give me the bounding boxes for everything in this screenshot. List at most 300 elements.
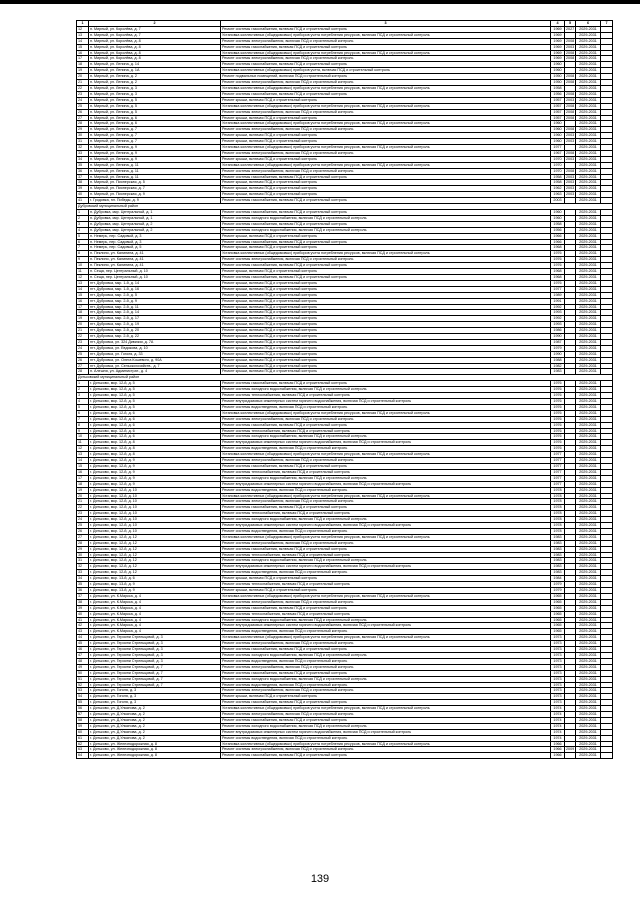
year-built-cell: 1960 — [551, 68, 565, 74]
repair-period-cell: 2029-2031 — [576, 150, 601, 156]
work-type-cell: Ремонт системы газоснабжения, включая ПСД и строительный контроль — [221, 239, 551, 245]
address-cell: п. Мирный, ул. Ленина, д. 2 — [89, 74, 221, 80]
year-built-cell: 1992 — [551, 304, 565, 310]
work-type-cell: Ремонт крыши, включая ПСД и строительный контроль — [221, 322, 551, 328]
row-number-cell: 62 — [77, 741, 89, 747]
address-cell: п. Мирный, ул. Ленина, д. 3 — [89, 91, 221, 97]
year-last-repair-cell: 2008 — [566, 56, 575, 61]
work-type-cell: Ремонт системы газоснабжения, включая ПСД и строительный контроль — [221, 422, 551, 428]
address-cell: пгт. Дубровка, ул. Евдокова, д. 10 — [89, 345, 221, 351]
repair-period-cell: 2029-2031 — [576, 676, 601, 682]
work-type-cell: Ремонт крыши, включая ПСД и строительный контроль — [221, 233, 551, 239]
repair-period-cell: 2029-2031 — [576, 523, 601, 529]
row-number-cell: 19 — [77, 68, 89, 74]
top-black-bar — [0, 0, 640, 4]
year-built-cell: 1965 — [551, 623, 565, 629]
repair-period-cell: 2029-2031 — [576, 588, 601, 594]
work-type-cell: Ремонт крыши, включая ПСД и строительный контроль — [221, 139, 551, 145]
work-type-cell: Ремонт крыши, включая ПСД и строительный контроль — [221, 694, 551, 700]
repair-period-cell: 2029-2031 — [576, 416, 601, 422]
year-built-cell: 1976 — [551, 280, 565, 286]
address-cell: пгт. Дубровка, мкр. 2-й, д. 14 — [89, 310, 221, 316]
repair-period-cell: 2029-2031 — [576, 558, 601, 564]
row-number-cell: 12 — [77, 446, 89, 452]
address-cell: п. Мирный, ул. Королёва, д. 8 — [89, 56, 221, 62]
work-type-cell: Установка коллективных (общедомовых) приборов учета потребления ресурсов, включая ПСД и строительный контроль — [221, 50, 551, 56]
year-last-repair-cell: 2008 — [566, 91, 575, 96]
year-built-cell: 1960 — [551, 210, 565, 216]
row-number-cell: 58 — [77, 717, 89, 723]
address-cell: г. Дятьково, ул. К.Маркса, д. 4 — [89, 605, 221, 611]
repair-period-cell: 2029-2031 — [576, 103, 601, 109]
year-built-cell: 1969 — [551, 38, 565, 44]
repair-period-cell: 2029-2031 — [576, 641, 601, 647]
row-number-cell: 34 — [77, 156, 89, 162]
row-number-cell: 18 — [77, 62, 89, 68]
year-last-repair-cell: 2003 — [566, 97, 575, 102]
repair-period-cell: 2029-2031 — [576, 192, 601, 198]
repair-period-cell: 2029-2031 — [576, 564, 601, 570]
row-number-cell: 5 — [77, 404, 89, 410]
row-number-cell: 18 — [77, 481, 89, 487]
repair-period-cell: 2029-2031 — [576, 280, 601, 286]
year-built-cell: 1991 — [551, 298, 565, 304]
address-cell: п. Мирный, ул. Ленина, д. 1А — [89, 68, 221, 74]
year-built-cell: 1992 — [551, 316, 565, 322]
row-number-cell: 52 — [77, 682, 89, 688]
year-built-cell: 1965 — [551, 611, 565, 617]
repair-period-cell: 2029-2031 — [576, 511, 601, 517]
year-built-cell: 1986 — [551, 328, 565, 334]
year-last-repair-cell: 2008 — [566, 74, 575, 79]
section-title: Дятьковский муниципальный район — [77, 375, 613, 381]
address-cell: г. Дятьково, мкр. 12-й, д. 5 — [89, 404, 221, 410]
address-cell: пгт. Дубровка, ул. 324 Дивизии, д. 7А — [89, 339, 221, 345]
year-built-cell: 1973 — [551, 682, 565, 688]
repair-period-cell: 2029-2031 — [576, 162, 601, 168]
year-built-cell: 1977 — [551, 286, 565, 292]
repair-period-cell: 2029-2031 — [576, 156, 601, 162]
repair-period-cell: 2029-2031 — [576, 623, 601, 629]
repair-period-cell: 2029-2031 — [576, 446, 601, 452]
year-built-cell: 1976 — [551, 381, 565, 387]
repair-period-cell: 2029-2031 — [576, 469, 601, 475]
year-built-cell: 1974 — [551, 723, 565, 729]
year-built-cell: 1969 — [551, 32, 565, 38]
work-type-cell: Ремонт системы теплоснабжения, включая ПСД и строительный контроль — [221, 469, 551, 475]
year-built-cell: 1983 — [551, 534, 565, 540]
address-cell: г. Дятьково, мкр. 13-й, д. 9 — [89, 582, 221, 588]
repair-period-cell: 2029-2031 — [576, 304, 601, 310]
row-number-cell: 19 — [77, 487, 89, 493]
year-built-cell: 1977 — [551, 452, 565, 458]
year-last-repair-cell: 2008 — [566, 115, 575, 120]
work-type-cell: Ремонт системы водоотведения, включая ПСД и строительный контроль — [221, 629, 551, 635]
work-type-cell: Установка коллективных (общедомовых) приборов учета, включая ПСД и строительный контроль — [221, 68, 551, 74]
repair-period-cell: 2029-2031 — [576, 570, 601, 576]
address-cell: г. Дятьково, ул. Героини Стрельцовой, д. 7 — [89, 670, 221, 676]
address-cell: п. Мирный, ул. Ленина, д. 14 — [89, 62, 221, 68]
address-cell: пгт. Дубровка, мкр. 2-й, д. 11 — [89, 304, 221, 310]
year-built-cell: 1973 — [551, 700, 565, 706]
work-type-cell: Ремонт системы водоотведения, включая ПСД и строительный контроль — [221, 528, 551, 534]
year-built-cell: 1969 — [551, 56, 565, 62]
work-type-cell: Ремонт системы газоснабжения, включая ПСД и строительный контроль — [221, 546, 551, 552]
header-col-4: 4 — [551, 21, 565, 27]
row-number-cell: 4 — [77, 227, 89, 233]
work-type-cell: Установка коллективных (общедомовых) приборов учета потребления ресурсов, включая ПСД и строительный контроль — [221, 162, 551, 168]
address-cell: п. Мирный, ул. Королёва, д. 7 — [89, 32, 221, 38]
repair-period-cell: 2029-2031 — [576, 576, 601, 582]
year-built-cell: 1968 — [551, 245, 565, 251]
address-cell: г. Дятьково, мкр. 12-й, д. 8 — [89, 452, 221, 458]
year-built-cell: 1970 — [551, 156, 565, 162]
repair-period-cell: 2029-2031 — [576, 487, 601, 493]
work-type-cell: Ремонт системы газоснабжения, включая ПСД и строительный контроль — [221, 210, 551, 216]
work-type-cell: Ремонт системы водоотведения, включая ПСД и строительный контроль — [221, 404, 551, 410]
row-number-cell: 15 — [77, 44, 89, 50]
year-last-repair-cell: 2003 — [566, 139, 575, 144]
year-built-cell: 1960 — [551, 121, 565, 127]
work-type-cell: Ремонт системы холодного водоснабжения, включая ПСД и строительный контроль — [221, 387, 551, 393]
year-last-repair-cell: 2003 — [566, 174, 575, 179]
row-number-cell: 1 — [77, 381, 89, 387]
work-type-cell: Ремонт системы газоснабжения, включая ПСД и строительный контроль — [221, 26, 551, 32]
work-type-cell: Ремонт крыши, включая ПСД и строительный контроль — [221, 269, 551, 275]
address-cell: п. Мирный, ул. Пионерская, д. 9 — [89, 192, 221, 198]
repair-period-cell: 2029-2031 — [576, 729, 601, 735]
year-built-cell: 1958 — [551, 174, 565, 180]
year-built-cell: 1974 — [551, 706, 565, 712]
year-built-cell: 1978 — [551, 528, 565, 534]
address-cell: г. Дятьково, ул. Гоголя, д. 3 — [89, 688, 221, 694]
row-number-cell: 36 — [77, 588, 89, 594]
repair-period-cell: 2029-2031 — [576, 174, 601, 180]
repair-period-cell: 2029-2031 — [576, 328, 601, 334]
row-number-cell: 64 — [77, 753, 89, 759]
address-cell: г. Дятьково, ул. Д.Ульянова, д. 2 — [89, 717, 221, 723]
row-number-cell: 61 — [77, 735, 89, 741]
year-built-cell: 1969 — [551, 26, 565, 32]
repair-period-cell: 2029-2031 — [576, 357, 601, 363]
row-number-cell: 32 — [77, 145, 89, 151]
address-cell: п. Мирный, ул. Ленина, д. 6 — [89, 121, 221, 127]
work-type-cell: Ремонт крыши, включая ПСД и строительный контроль — [221, 298, 551, 304]
work-type-cell: Ремонт системы водоотведения, включая ПСД и строительный контроль — [221, 658, 551, 664]
year-built-cell: 1950 — [551, 80, 565, 86]
year-built-cell: 1976 — [551, 257, 565, 263]
year-built-cell: 1960 — [551, 133, 565, 139]
repair-period-cell: 2029-2031 — [576, 257, 601, 263]
year-built-cell: 1983 — [551, 552, 565, 558]
work-type-cell: Ремонт крыши, включая ПСД и строительный контроль — [221, 133, 551, 139]
repair-period-cell: 2029-2031 — [576, 345, 601, 351]
repair-period-cell: 2029-2031 — [576, 274, 601, 280]
row-number-cell: 27 — [77, 115, 89, 121]
row-number-cell: 26 — [77, 357, 89, 363]
address-cell: п. Мирный, ул. Ленина, д. 11 — [89, 174, 221, 180]
address-cell: п. Дубровка, мкр. Центральный, д. 2 — [89, 227, 221, 233]
year-last-repair-cell: 2003 — [566, 186, 575, 191]
repair-period-cell: 2029-2031 — [576, 186, 601, 192]
row-number-cell: 39 — [77, 605, 89, 611]
address-cell: пгт. Дубровка, ул. Олега Кошевого, д. 90А — [89, 357, 221, 363]
row-number-cell: 15 — [77, 292, 89, 298]
address-cell: г. Дятьково, мкр. 12-й, д. 5 — [89, 381, 221, 387]
work-type-cell: Установка коллективных (общедомовых) приборов учета потребления ресурсов, включая ПСД и строительный контроль — [221, 410, 551, 416]
work-type-cell: Ремонт системы электроснабжения, включая ПСД и строительный контроль — [221, 712, 551, 718]
year-last-repair-cell: 2008 — [566, 150, 575, 155]
row-number-cell: 9 — [77, 428, 89, 434]
address-cell: п. Немерь, пер. Садовый, д. 3 — [89, 233, 221, 239]
repair-period-cell: 2029-2031 — [576, 635, 601, 641]
row-number-cell: 46 — [77, 647, 89, 653]
repair-period-cell: 2029-2031 — [576, 694, 601, 700]
year-last-repair-cell: 2008 — [566, 80, 575, 85]
row-number-cell: 25 — [77, 103, 89, 109]
address-cell: пгт. Дубровка, мкр. 2-й, д. 9 — [89, 298, 221, 304]
work-type-cell: Ремонт системы водоотведения, включая ПСД и строительный контроль — [221, 487, 551, 493]
address-cell: г. Дятьково, мкр. 12-й, д. 12 — [89, 546, 221, 552]
work-type-cell: Ремонт системы электроснабжения, включая ПСД и строительный контроль — [221, 38, 551, 44]
row-number-cell: 48 — [77, 658, 89, 664]
repair-period-cell: 2029-2031 — [576, 629, 601, 635]
repair-period-cell: 2029-2031 — [576, 168, 601, 174]
address-cell: г. Дятьково, ул. К.Маркса, д. 4 — [89, 623, 221, 629]
row-number-cell: 19 — [77, 316, 89, 322]
address-cell: пгт. Дубровка, мкр. 2-й, д. 19 — [89, 322, 221, 328]
address-cell: г. Дятьково, ул. К.Маркса, д. 4 — [89, 611, 221, 617]
address-cell: г. Дятьково, ул. Железнодорожная, д. 8 — [89, 753, 221, 759]
year-built-cell: 1976 — [551, 410, 565, 416]
row-number-cell: 3 — [77, 393, 89, 399]
work-type-cell: Ремонт крыши, включая ПСД и строительный контроль — [221, 292, 551, 298]
year-built-cell: 1976 — [551, 404, 565, 410]
address-cell: п. Мирный, ул. Ленина, д. 11 — [89, 162, 221, 168]
year-built-cell: 1979 — [551, 588, 565, 594]
repair-period-cell: 2029-2031 — [576, 717, 601, 723]
work-type-cell: Ремонт крыши, включая ПСД и строительный контроль — [221, 192, 551, 198]
address-cell: п. Немерь, пер. Садовый, д. 3 — [89, 239, 221, 245]
address-cell: г. Дятьково, мкр. 12-й, д. 10 — [89, 523, 221, 529]
work-type-cell: Ремонт системы электроснабжения, включая ПСД и строительный контроль — [221, 168, 551, 174]
repair-period-cell: 2029-2031 — [576, 251, 601, 257]
year-built-cell: 1960 — [551, 62, 565, 68]
repair-period-cell: 2029-2031 — [576, 617, 601, 623]
year-built-cell: 1990 — [551, 334, 565, 340]
year-built-cell: 1969 — [551, 50, 565, 56]
row-number-cell: 14 — [77, 286, 89, 292]
row-number-cell: 45 — [77, 641, 89, 647]
year-built-cell: 1960 — [551, 215, 565, 221]
address-cell: г. Дятьково, мкр. 12-й, д. 9 — [89, 458, 221, 464]
address-cell: п. Сещa, пер. Центральный, д. 10 — [89, 269, 221, 275]
year-built-cell: 1976 — [551, 263, 565, 269]
work-type-cell: Ремонт крыши, включая ПСД и строительный контроль — [221, 156, 551, 162]
address-cell: г. Дятьково, ул. Гоголя, д. 3 — [89, 700, 221, 706]
address-cell: пгт. Дубровка, мкр. 2-й, д. 20 — [89, 328, 221, 334]
work-type-cell: Ремонт системы газоснабжения, включая ПСД и строительный контроль — [221, 753, 551, 759]
row-number-cell: 63 — [77, 747, 89, 753]
address-cell: г. Дятьково, ул. Д.Ульянова, д. 2 — [89, 729, 221, 735]
year-built-cell: 1956 — [551, 227, 565, 233]
row-number-cell: 51 — [77, 676, 89, 682]
address-cell: г. Дятьково, мкр. 12-й, д. 5 — [89, 399, 221, 405]
header-col-3: 3 — [221, 21, 551, 27]
repair-period-cell: 2029-2031 — [576, 670, 601, 676]
year-built-cell: 1970 — [551, 168, 565, 174]
address-cell: п. Мирный, ул. Пионерская, д. 5 — [89, 180, 221, 186]
year-last-repair-cell: 2003 — [566, 192, 575, 197]
address-cell: г. Дятьково, мкр. 12-й, д. 12 — [89, 558, 221, 564]
work-type-cell: Ремонт системы газоснабжения, включая ПСД и строительный контроль — [221, 91, 551, 97]
row-number-cell: 41 — [77, 198, 89, 204]
address-cell: г. Дятьково, мкр. 12-й, д. 10 — [89, 493, 221, 499]
repair-period-cell: 2029-2031 — [576, 505, 601, 511]
year-last-repair-cell: 2003 — [566, 133, 575, 138]
year-built-cell: 1977 — [551, 458, 565, 464]
address-cell: п. Мирный, ул. Королёва, д. 7 — [89, 26, 221, 32]
address-cell: г. Дятьково, мкр. 12-й, д. 6 — [89, 416, 221, 422]
repair-period-cell: 2029-2031 — [576, 44, 601, 50]
repair-period-cell: 2029-2031 — [576, 310, 601, 316]
row-number-cell: 12 — [77, 26, 89, 32]
row-number-cell: 10 — [77, 263, 89, 269]
work-type-cell: Ремонт системы водоотведения, включая ПСД и строительный контроль — [221, 570, 551, 576]
repair-period-cell: 2029-2031 — [576, 85, 601, 91]
address-cell: г. Дятьково, ул. К.Маркса, д. 4 — [89, 629, 221, 635]
work-type-cell: Ремонт крыши, включая ПСД и строительный контроль — [221, 588, 551, 594]
work-type-cell: Ремонт системы электроснабжения, включая ПСД и строительный контроль — [221, 150, 551, 156]
year-built-cell: 1950 — [551, 74, 565, 80]
row-number-cell: 2 — [77, 215, 89, 221]
year-built-cell: 1989 — [551, 292, 565, 298]
row-number-cell: 47 — [77, 652, 89, 658]
repair-period-cell: 2029-2031 — [576, 115, 601, 121]
row-number-cell: 7 — [77, 416, 89, 422]
work-type-cell: Ремонт системы водоотведения, включая ПСД и строительный контроль — [221, 682, 551, 688]
address-cell: пгт. Дубровка, ул. Гоголя, д. 33 — [89, 351, 221, 357]
year-built-cell: 1978 — [551, 523, 565, 529]
row-number-cell: 31 — [77, 139, 89, 145]
repair-period-cell: 2029-2031 — [576, 399, 601, 405]
address-cell: г. Дятьково, ул. К.Маркса, д. 4 — [89, 599, 221, 605]
year-built-cell: 1957 — [551, 109, 565, 115]
year-last-repair-cell: 2003 — [566, 44, 575, 49]
year-built-cell: 1983 — [551, 540, 565, 546]
year-built-cell: 1965 — [551, 629, 565, 635]
work-type-cell: Установка коллективных (общедомовых) приборов учета потребления ресурсов, включая ПСД и строительный контроль — [221, 706, 551, 712]
year-built-cell: 1957 — [551, 97, 565, 103]
repair-period-cell: 2029-2031 — [576, 245, 601, 251]
row-number-cell: 29 — [77, 127, 89, 133]
work-type-cell: Ремонт системы газоснабжения, включая ПСД и строительный контроль — [221, 670, 551, 676]
work-type-cell: Ремонт системы холодного водоснабжения, включая ПСД и строительный контроль — [221, 517, 551, 523]
work-type-cell: Ремонт системы газоснабжения, включая ПСД и строительный контроль — [221, 700, 551, 706]
year-built-cell: 1966 — [551, 233, 565, 239]
row-number-cell: 20 — [77, 322, 89, 328]
address-cell: г. Дятьково, ул. Героини Стрельцовой, д. 3 — [89, 635, 221, 641]
row-number-cell: 13 — [77, 452, 89, 458]
repair-period-cell: 2029-2031 — [576, 611, 601, 617]
row-number-cell: 39 — [77, 186, 89, 192]
year-last-repair-cell: 2008 — [566, 127, 575, 132]
repair-period-cell: 2029-2031 — [576, 215, 601, 221]
address-cell: г. Дятьково, ул. Д.Ульянова, д. 2 — [89, 712, 221, 718]
year-built-cell: 1976 — [551, 251, 565, 257]
address-cell: п. Мирный, ул. Королёва, д. 8 — [89, 44, 221, 50]
row-number-cell: 41 — [77, 617, 89, 623]
repair-period-cell: 2029-2031 — [576, 458, 601, 464]
repair-period-cell: 2029-2031 — [576, 410, 601, 416]
row-number-cell: 37 — [77, 593, 89, 599]
year-built-cell: 1965 — [551, 593, 565, 599]
address-cell: г. Дятьково, мкр. 13-й, д. 9 — [89, 588, 221, 594]
row-number-cell: 6 — [77, 239, 89, 245]
address-cell: г. Дятьково, ул. Железнодорожная, д. 8 — [89, 747, 221, 753]
year-last-repair-cell — [565, 753, 576, 759]
repair-period-cell: 2029-2031 — [576, 263, 601, 269]
repair-period-cell: 2029-2031 — [576, 322, 601, 328]
address-cell: г. Дятьково, ул. Д.Ульянова, д. 2 — [89, 706, 221, 712]
repair-period-cell: 2029-2031 — [576, 652, 601, 658]
work-type-cell: Ремонт системы теплоснабжения, включая ПСД и строительный контроль — [221, 511, 551, 517]
year-built-cell: 1974 — [551, 712, 565, 718]
address-cell: п. Пеклино, ул. Калинина, д. 41 — [89, 257, 221, 263]
address-cell: г. Дятьково, мкр. 12-й, д. 12 — [89, 534, 221, 540]
year-last-repair-cell: 2027 — [566, 26, 575, 31]
year-built-cell: 1965 — [551, 617, 565, 623]
work-type-cell: Ремонт системы холодного водоснабжения, включая ПСД и строительный контроль — [221, 558, 551, 564]
address-cell: пгт. Дубровка, мкр. 2-й, д. 5 — [89, 292, 221, 298]
year-built-cell: 1957 — [551, 103, 565, 109]
row-number-cell: 17 — [77, 304, 89, 310]
row-number-cell: 36 — [77, 168, 89, 174]
address-cell: г. Дятьково, ул. К.Маркса, д. 4 — [89, 617, 221, 623]
year-built-cell: 1983 — [551, 564, 565, 570]
row-number-cell: 5 — [77, 233, 89, 239]
repair-period-cell: 2029-2031 — [576, 80, 601, 86]
repair-period-cell: 2029-2031 — [576, 91, 601, 97]
work-type-cell: Установка коллективных (общедомовых) приборов учета потребления ресурсов, включая ПСД и строительный контроль — [221, 452, 551, 458]
row-number-cell: 17 — [77, 475, 89, 481]
work-type-cell: Ремонт системы электроснабжения, включая ПСД и строительный контроль — [221, 416, 551, 422]
repair-period-cell: 2029-2031 — [576, 62, 601, 68]
row-number-cell: 25 — [77, 351, 89, 357]
work-type-cell: Ремонт системы электроснабжения, включая ПСД и строительный контроль — [221, 257, 551, 263]
work-type-cell: Установка коллективных (общедомовых) приборов учета потребления ресурсов, включая ПСД и строительный контроль — [221, 635, 551, 641]
year-built-cell: 1978 — [551, 487, 565, 493]
work-type-cell: Ремонт системы газоснабжения, включая ПСД и строительный контроль — [221, 174, 551, 180]
year-built-cell: 1983 — [551, 369, 565, 375]
work-type-cell: Ремонт крыши, включая ПСД и строительный контроль — [221, 316, 551, 322]
repair-period-cell: 2029-2031 — [576, 428, 601, 434]
year-last-repair-cell: 2008 — [566, 109, 575, 114]
repair-period-cell: 2029-2031 — [576, 422, 601, 428]
capital-repair-table — [76, 20, 613, 759]
year-built-cell: 1958 — [551, 85, 565, 91]
repair-period-cell: 2029-2031 — [576, 647, 601, 653]
year-built-cell: 1968 — [551, 269, 565, 275]
year-built-cell: 1976 — [551, 393, 565, 399]
row-number-cell: 54 — [77, 694, 89, 700]
repair-period-cell: 2029-2031 — [576, 540, 601, 546]
row-number-cell: 21 — [77, 328, 89, 334]
repair-period-cell: 2029-2031 — [576, 316, 601, 322]
row-number-cell: 6 — [77, 410, 89, 416]
repair-period-cell: 2029-2031 — [576, 599, 601, 605]
row-number-cell: 59 — [77, 723, 89, 729]
